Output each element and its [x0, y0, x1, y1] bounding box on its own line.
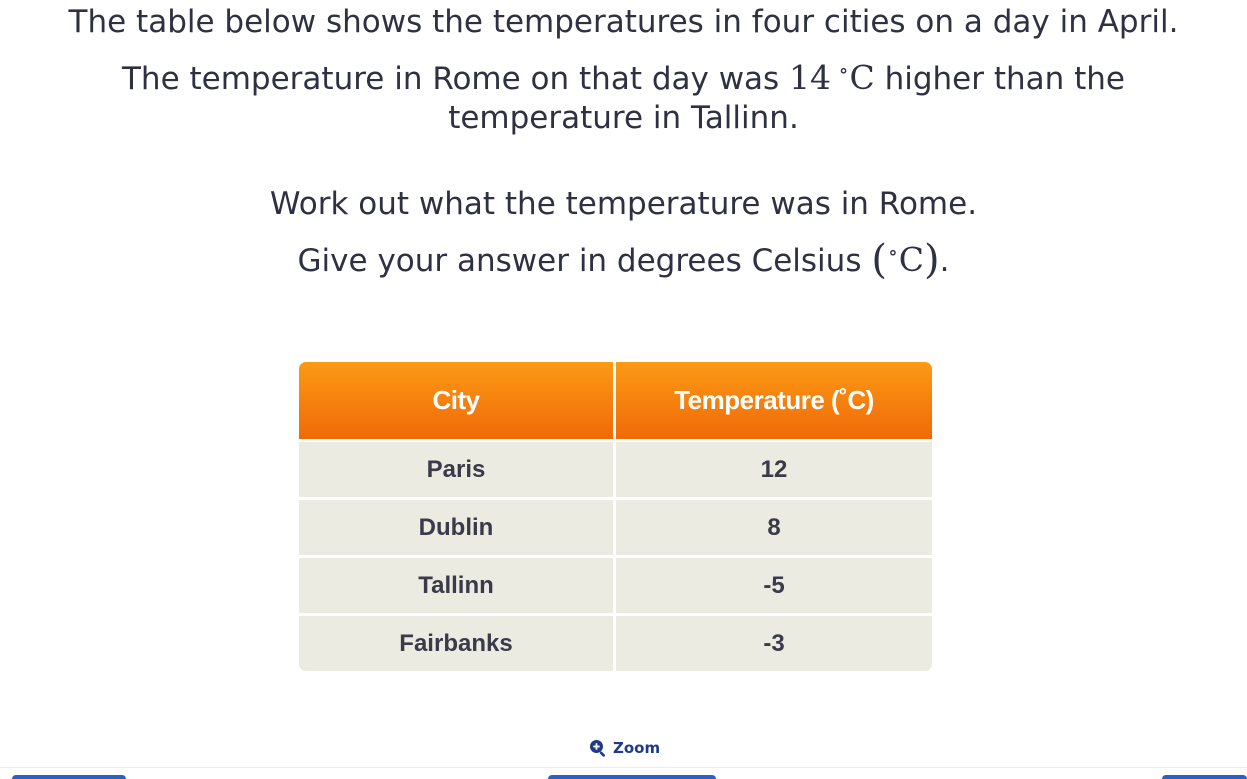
footer-tab[interactable] [1162, 775, 1247, 779]
city-cell: Dublin [299, 499, 615, 557]
temperature-difference [789, 58, 875, 97]
question-line-5-start: Give your answer in degrees Celsius [297, 243, 872, 279]
temperature-cell: -5 [615, 557, 933, 615]
question-line-5 [0, 228, 1247, 285]
table-header-row [299, 362, 932, 441]
difference-value: 14 [789, 58, 832, 97]
table-row [299, 499, 932, 557]
footer-divider [0, 767, 1247, 768]
temperature-table [299, 362, 932, 671]
table-row [299, 557, 932, 615]
city-cell: Fairbanks [299, 615, 615, 672]
column-header-city: City [299, 362, 615, 441]
question-line-2-end: higher than the [874, 61, 1126, 97]
city-cell: Tallinn [299, 557, 615, 615]
city-cell: Paris [299, 441, 615, 499]
column-header-temperature: Temperature (˚C) [615, 362, 933, 441]
temperature-cell: -3 [615, 615, 933, 672]
question-line-3: temperature in Tallinn. [448, 100, 799, 136]
temperature-cell: 12 [615, 441, 933, 499]
zoom-button[interactable] [589, 739, 660, 757]
zoom-label: Zoom [613, 739, 661, 757]
table-row [299, 441, 932, 499]
zoom-in-icon [589, 739, 607, 757]
celsius-unit: (∘C) [871, 237, 940, 283]
footer-tab[interactable] [548, 775, 716, 779]
degree-symbol: ∘ [838, 58, 849, 82]
question-line-5-end: . [939, 243, 950, 279]
difference-unit: C [849, 58, 875, 97]
question-line-4: Work out what the temperature was in Rome. [269, 186, 978, 222]
question-line-2-start: The temperature in Rome on that day was [121, 61, 790, 97]
footer-tab[interactable] [12, 775, 126, 779]
question-line-1: The table below shows the temperatures in four cities on a day in April. [68, 4, 1179, 40]
degree-symbol: ∘ [887, 240, 898, 264]
table-row [299, 615, 932, 672]
celsius-letter: C [898, 240, 924, 279]
temperature-cell: 8 [615, 499, 933, 557]
